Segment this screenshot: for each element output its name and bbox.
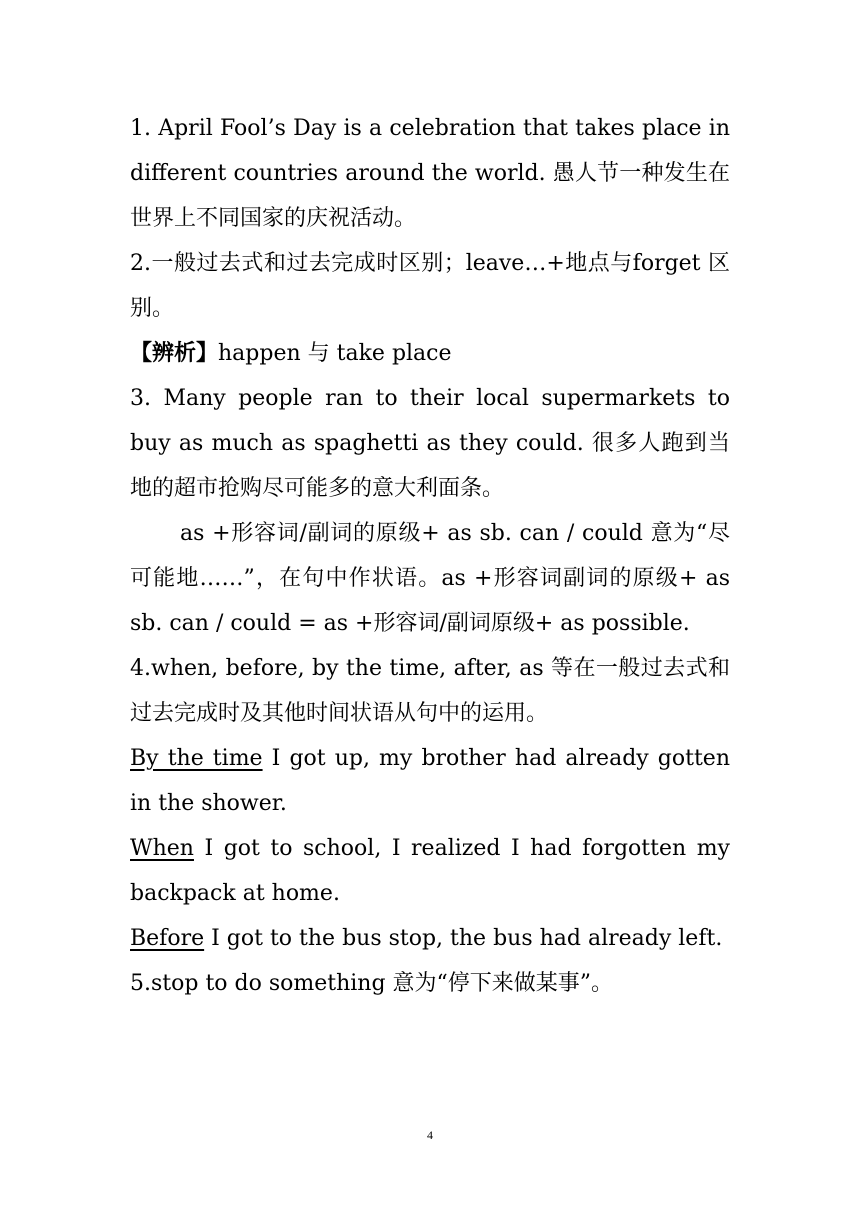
example-sentence-by-the-time: [130, 736, 730, 826]
analysis-text: happen 与 take place: [218, 341, 452, 366]
paragraph-as-as-explanation: as +形容词/副词的原级+ as sb. can / could 意为“尽可能地……”，在句中作状语。as +形容词副词的原级+ as sb. can / could = as +形容词/副词原级+ as possible.: [130, 521, 730, 636]
example-sentence-before: [130, 916, 730, 961]
paragraph-analysis: [130, 331, 730, 376]
analysis-label: 【辨析】: [130, 340, 219, 366]
page-body: [130, 106, 730, 1006]
example-keyword: By the time: [130, 746, 263, 771]
paragraph-stop-to-do: 5.stop to do something 意为“停下来做某事”。: [130, 971, 614, 996]
page-number: 4: [427, 1128, 433, 1142]
example-keyword: When: [130, 836, 194, 861]
example-rest: I got to school, I realized I had forgotten my backpack at home.: [130, 836, 730, 906]
example-keyword: Before: [130, 926, 205, 951]
example-sentence-when: [130, 826, 730, 916]
paragraph-april-fools: 1. April Fool’s Day is a celebration that takes place in different countries around the world. 愚人节一种发生在世界上不同国家的庆祝活动。: [130, 116, 730, 231]
paragraph-time-clauses: 4.when, before, by the time, after, as 等在一般过去式和过去完成时及其他时间状语从句中的运用。: [130, 656, 730, 726]
paragraph-spaghetti: 3. Many people ran to their local supermarkets to buy as much as spaghetti as they could. 很多人跑到当地的超市抢购尽可能多的意大利面条。: [130, 386, 730, 501]
example-rest: I got to the bus stop, the bus had already left.: [204, 926, 723, 951]
paragraph-tense-difference: 2.一般过去式和过去完成时区别；leave…+地点与forget 区别。: [130, 251, 730, 321]
example-rest: I got up, my brother had already gotten in the shower.: [130, 746, 730, 816]
